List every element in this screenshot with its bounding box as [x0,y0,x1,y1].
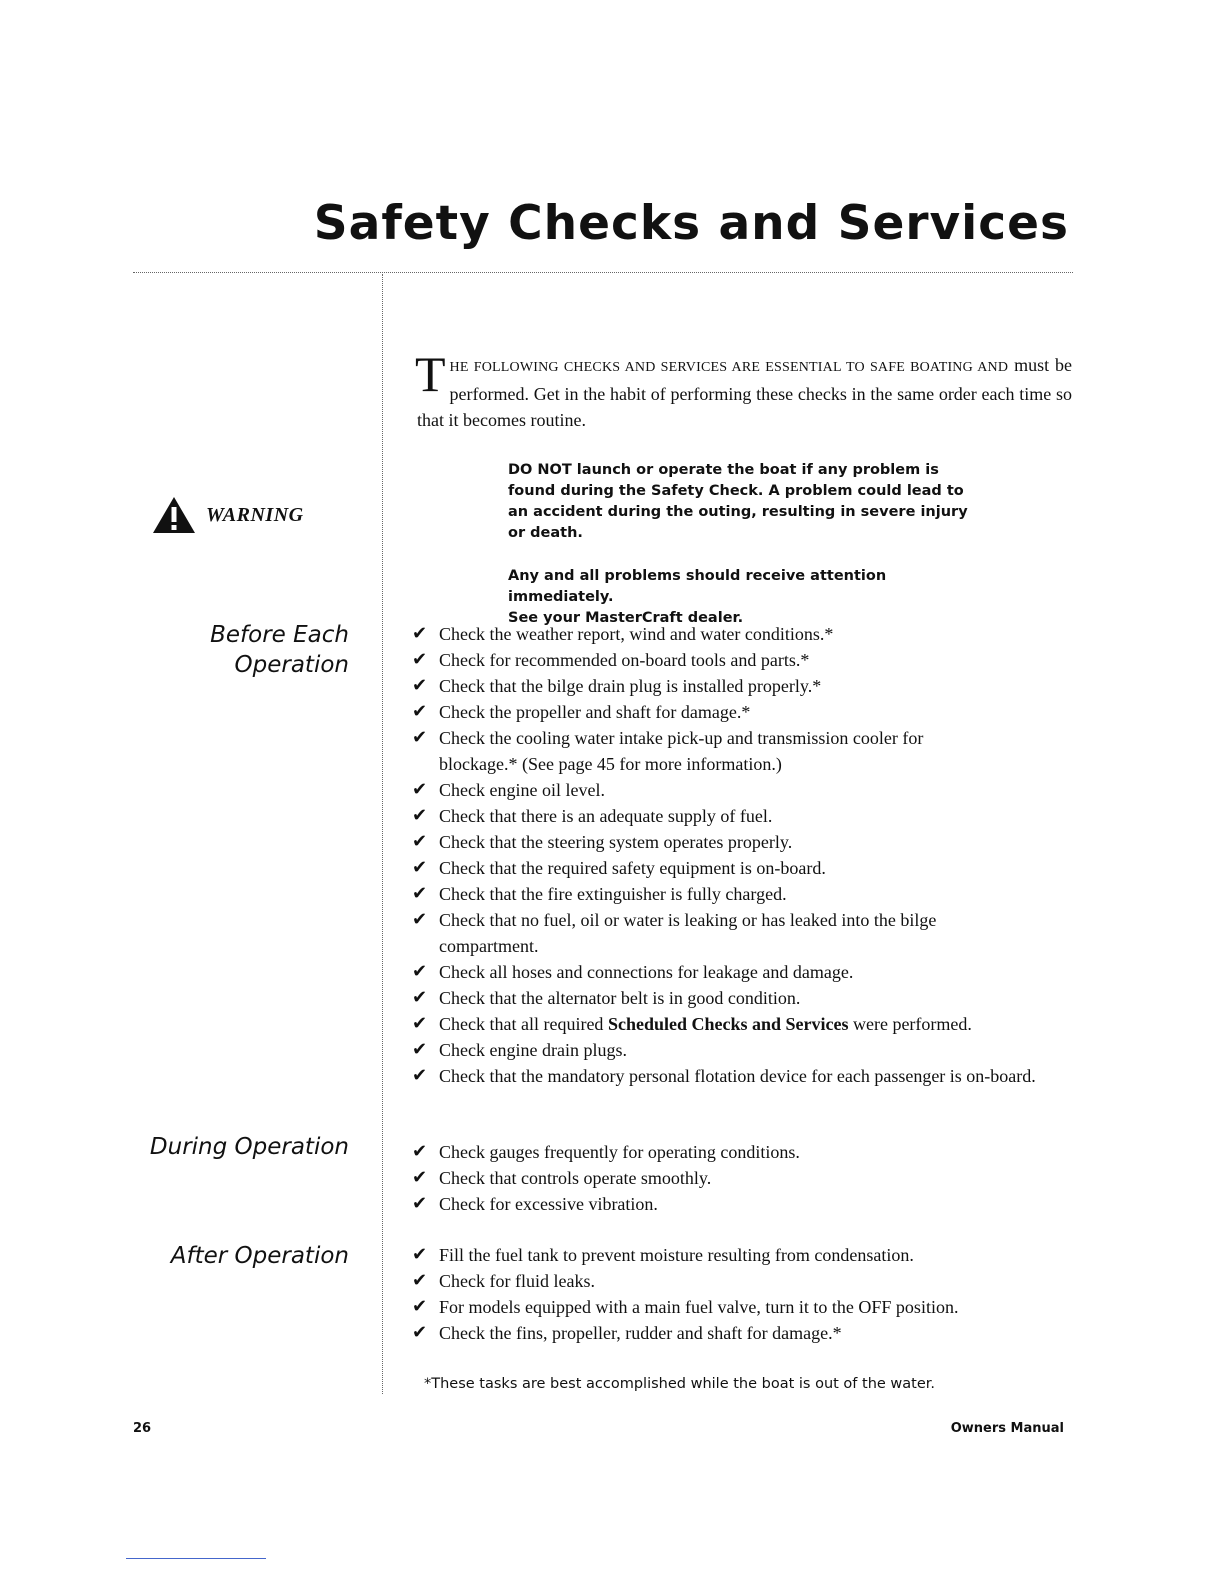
list-item: ✔ Check that the alternator belt is in good condition. [412,985,1077,1011]
page-title: Safety Checks and Services [313,196,1069,251]
list-item: ✔ Check that no fuel, oil or water is leaking or has leaked into the bilge compartment. [412,907,1077,959]
checkmark-icon: ✔ [412,1193,428,1214]
checkmark-icon: ✔ [412,987,428,1008]
checkmark-icon: ✔ [412,1167,428,1188]
checkmark-icon: ✔ [412,831,428,852]
checkmark-icon: ✔ [412,961,428,982]
warning-paragraph-1: DO NOT launch or operate the boat if any problem is found during the Safety Check. A problem could lead to an accident during the outing, resulting in severe injury or death. [508,462,968,541]
checkmark-icon: ✔ [412,857,428,878]
list-item: ✔ Fill the fuel tank to prevent moisture resulting from condensation. [412,1242,1077,1268]
list-item: ✔ Check the weather report, wind and water conditions.* [412,621,1077,647]
before-each-operation-heading [210,620,349,680]
bottom-rule [126,1558,266,1559]
checkmark-icon: ✔ [412,1270,428,1291]
list-item: ✔ Check that there is an adequate supply of fuel. [412,803,1077,829]
checkmark-icon: ✔ [412,1322,428,1343]
footnote: *These tasks are best accomplished while the boat is out of the water. [424,1376,936,1392]
list-item: ✔ Check that the mandatory personal flotation device for each passenger is on-board. [412,1063,1077,1089]
warning-triangle-icon [152,496,196,534]
checkmark-icon: ✔ [412,649,428,670]
checkmark-icon: ✔ [412,1065,428,1086]
intro-body: must be performed. Get in the habit of performing these checks in the same order each time so that it becomes routine. [417,355,1072,430]
intro-paragraph [415,346,1072,433]
warning-paragraph-2 [508,566,988,629]
list-item: ✔ For models equipped with a main fuel valve, turn it to the OFF position. [412,1294,1077,1320]
list-item: ✔ Check the fins, propeller, rudder and shaft for damage.* [412,1320,1077,1346]
after-operation-checklist [412,1242,1077,1346]
checkmark-icon: ✔ [412,909,428,930]
checkmark-icon: ✔ [412,1296,428,1317]
list-item: ✔ Check that all required Scheduled Checks and Services were performed. [412,1011,1077,1037]
checkmark-icon: ✔ [412,1244,428,1265]
intro-lead-caps: HE FOLLOWING CHECKS AND SERVICES ARE ESSENTIAL TO SAFE BOATING AND [449,360,1009,375]
list-item: ✔ Check for excessive vibration. [412,1191,1077,1217]
checkmark-icon: ✔ [412,1039,428,1060]
before-operation-checklist [412,621,1077,1089]
before-heading-line-2: Operation [234,652,349,678]
checkmark-icon: ✔ [412,727,428,748]
list-item: ✔ Check engine drain plugs. [412,1037,1077,1063]
list-item: ✔ Check the cooling water intake pick-up and transmission cooler for blockage.* (See page 45 for more information.) [412,725,1077,777]
checkmark-icon: ✔ [412,805,428,826]
scheduled-checks-link-text: Scheduled Checks and Services [607,1014,849,1034]
column-divider [382,274,383,1394]
list-item: ✔ Check that the steering system operates properly. [412,829,1077,855]
list-item: ✔ Check that the required safety equipment is on-board. [412,855,1077,881]
after-operation-heading: After Operation [170,1243,349,1269]
warning-paragraph-2b: See your MasterCraft dealer. [508,610,744,626]
list-item: ✔ Check the propeller and shaft for damage.* [412,699,1077,725]
list-item: ✔ Check gauges frequently for operating conditions. [412,1139,1077,1165]
before-heading-line-1: Before Each [210,622,349,648]
drop-cap: T [415,346,446,402]
checkmark-icon: ✔ [412,701,428,722]
checkmark-icon: ✔ [412,883,428,904]
list-item: ✔ Check that the fire extinguisher is fully charged. [412,881,1077,907]
list-item: ✔ Check engine oil level. [412,777,1077,803]
warning-text: WARNING [206,503,304,526]
checkmark-icon: ✔ [412,675,428,696]
manual-name: Owners Manual [950,1421,1064,1436]
list-item: ✔ Check for recommended on-board tools and parts.* [412,647,1077,673]
checkmark-icon: ✔ [412,623,428,644]
list-item: ✔ Check that controls operate smoothly. [412,1165,1077,1191]
page-number: 26 [133,1421,152,1436]
warning-paragraph-2a: Any and all problems should receive attention immediately. [508,568,887,605]
checkmark-icon: ✔ [412,1141,428,1162]
during-operation-checklist [412,1139,1077,1217]
title-divider [133,272,1073,273]
list-item: ✔ Check that the bilge drain plug is installed properly.* [412,673,1077,699]
checkmark-icon: ✔ [412,1013,428,1034]
list-item: ✔ Check for fluid leaks. [412,1268,1077,1294]
warning-label [152,496,304,534]
list-item: ✔ Check all hoses and connections for leakage and damage. [412,959,1077,985]
checkmark-icon: ✔ [412,779,428,800]
during-operation-heading: During Operation [149,1134,349,1160]
